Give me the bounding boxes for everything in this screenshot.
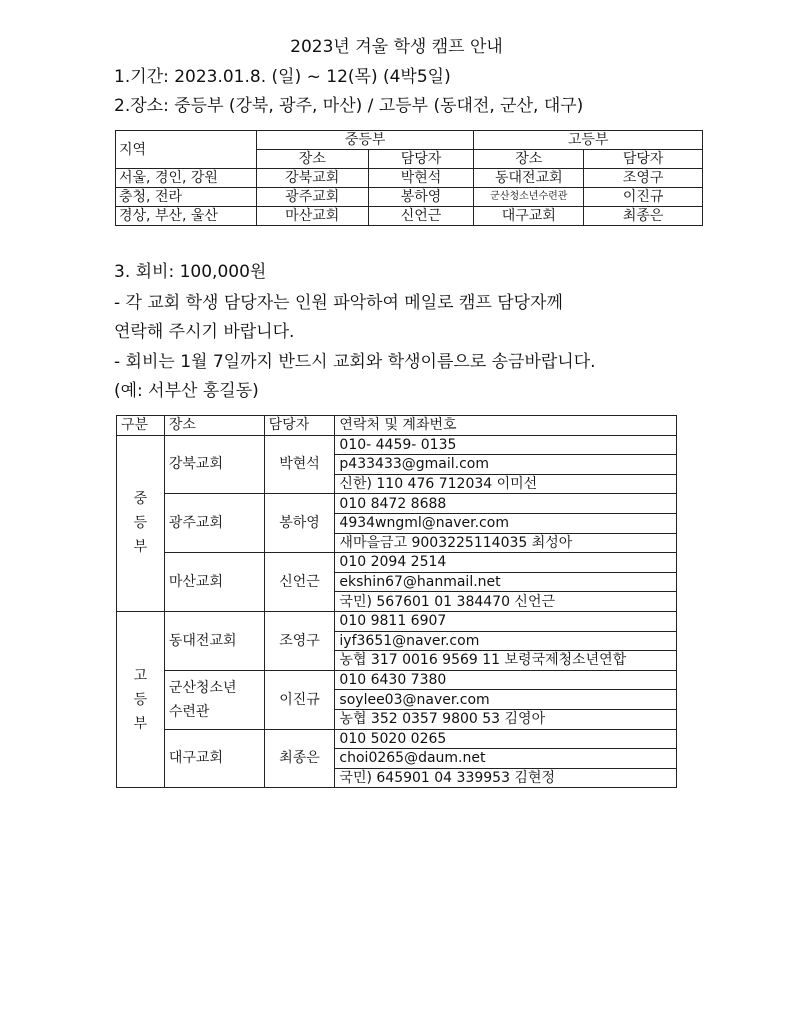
manager-cell: 조영구 — [264, 611, 335, 670]
page-title: 2023년 겨울 학생 캠프 안내 — [290, 37, 503, 57]
middle-place-cell: 광주교회 — [256, 188, 368, 207]
high-manager-cell: 조영구 — [584, 169, 703, 188]
region-cell: 경상, 부산, 울산 — [116, 207, 257, 226]
table-row — [116, 169, 703, 188]
high-header: 고등부 — [474, 131, 703, 150]
region-cell: 충청, 전라 — [116, 188, 257, 207]
manager-header: 담당자 — [264, 416, 335, 436]
middle-manager-cell: 박현석 — [368, 169, 474, 188]
phone-cell: 010 6430 7380 — [335, 670, 677, 690]
middle-manager-header: 담당자 — [368, 150, 474, 169]
manager-cell: 이진규 — [264, 670, 335, 729]
phone-cell: 010 8472 8688 — [335, 494, 677, 514]
fee-line: 3. 회비: 100,000원 — [114, 262, 267, 282]
middle-manager-cell: 신언근 — [368, 207, 474, 226]
high-place-cell: 동대전교회 — [474, 169, 584, 188]
contact-header: 연락처 및 계좌번호 — [335, 416, 677, 436]
middle-place-cell: 강북교회 — [256, 169, 368, 188]
table-row — [116, 207, 703, 226]
place-cell: 동대전교회 — [164, 611, 264, 670]
place-cell: 마산교회 — [164, 553, 264, 612]
manager-cell: 신언근 — [264, 553, 335, 612]
region-table — [115, 130, 703, 226]
account-cell: 농협 317 0016 9569 11 보령국제청소년연합 — [335, 651, 677, 671]
email-cell: 4934wngml@naver.com — [335, 513, 677, 533]
note-line: - 각 교회 학생 담당자는 인원 파악하여 메일로 캠프 담당자께 — [114, 293, 563, 313]
phone-cell: 010 2094 2514 — [335, 553, 677, 573]
note-line: (예: 서부산 홍길동) — [114, 381, 259, 401]
place-line: 2.장소: 중등부 (강북, 광주, 마산) / 고등부 (동대전, 군산, 대구) — [114, 96, 584, 116]
place-cell: 광주교회 — [164, 494, 264, 553]
table-row — [117, 729, 677, 749]
place-cell: 군산청소년 수련관 — [164, 670, 264, 729]
place-header: 장소 — [164, 416, 264, 436]
place-cell: 강북교회 — [164, 435, 264, 494]
high-place-header: 장소 — [474, 150, 584, 169]
account-cell: 새마을금고 9003225114035 최성아 — [335, 533, 677, 553]
division-high: 고 등 부 — [117, 611, 165, 787]
phone-cell: 010 9811 6907 — [335, 611, 677, 631]
account-cell: 신한) 110 476 712034 이미선 — [335, 474, 677, 494]
division-middle: 중 등 부 — [117, 435, 165, 611]
note-line: - 회비는 1월 7일까지 반드시 교회와 학생이름으로 송금바랍니다. — [114, 352, 596, 372]
phone-cell: 010 5020 0265 — [335, 729, 677, 749]
table-row — [117, 553, 677, 573]
table-row — [117, 670, 677, 690]
region-cell: 서울, 경인, 강원 — [116, 169, 257, 188]
email-cell: p433433@gmail.com — [335, 455, 677, 475]
region-header-row — [116, 131, 703, 150]
phone-cell: 010- 4459- 0135 — [335, 435, 677, 455]
manager-cell: 최종은 — [264, 729, 335, 788]
email-cell: choi0265@daum.net — [335, 749, 677, 769]
note-line: 연락해 주시기 바랍니다. — [114, 322, 295, 342]
place-cell: 대구교회 — [164, 729, 264, 788]
high-place-cell: 군산청소년수련관 — [474, 188, 584, 207]
middle-place-cell: 마산교회 — [256, 207, 368, 226]
table-row — [117, 611, 677, 631]
middle-header: 중등부 — [256, 131, 474, 150]
region-header: 지역 — [116, 131, 257, 169]
account-cell: 농협 352 0357 9800 53 김영아 — [335, 709, 677, 729]
middle-manager-cell: 봉하영 — [368, 188, 474, 207]
email-cell: soylee03@naver.com — [335, 690, 677, 710]
period-line: 1.기간: 2023.01.8. (일) ~ 12(목) (4박5일) — [114, 67, 451, 87]
account-cell: 국민) 567601 01 384470 신언근 — [335, 592, 677, 612]
manager-cell: 봉하영 — [264, 494, 335, 553]
table-row — [117, 494, 677, 514]
account-cell: 국민) 645901 04 339953 김현정 — [335, 768, 677, 788]
contact-header-row — [117, 416, 677, 436]
high-manager-cell: 최종은 — [584, 207, 703, 226]
email-cell: iyf3651@naver.com — [335, 631, 677, 651]
high-manager-cell: 이진규 — [584, 188, 703, 207]
division-header: 구분 — [117, 416, 165, 436]
contact-table — [116, 415, 677, 788]
manager-cell: 박현석 — [264, 435, 335, 494]
high-manager-header: 담당자 — [584, 150, 703, 169]
email-cell: ekshin67@hanmail.net — [335, 572, 677, 592]
high-place-cell: 대구교회 — [474, 207, 584, 226]
table-row — [116, 188, 703, 207]
table-row — [117, 435, 677, 455]
middle-place-header: 장소 — [256, 150, 368, 169]
